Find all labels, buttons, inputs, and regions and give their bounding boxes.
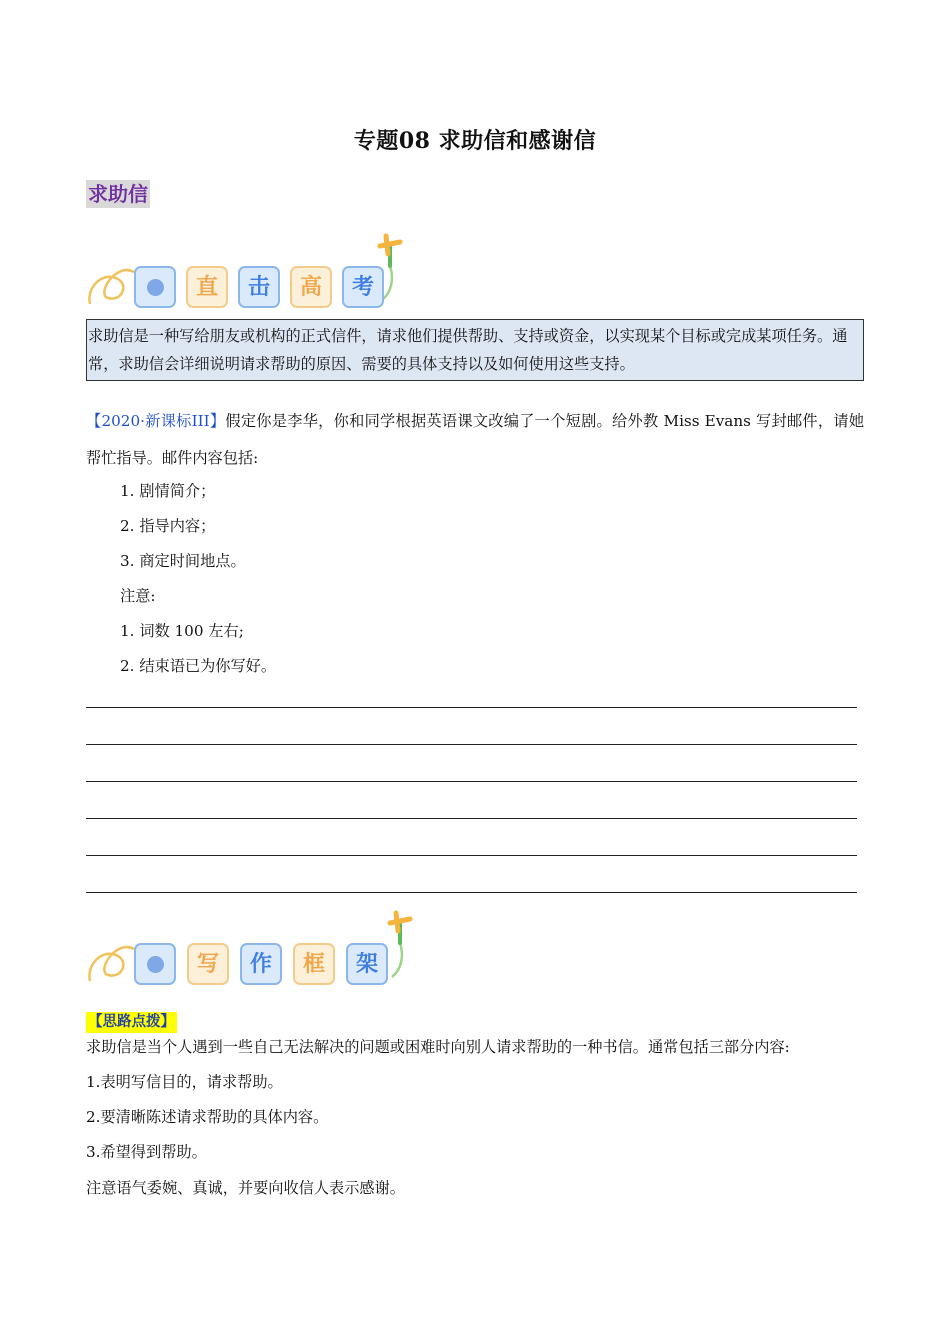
answer-line[interactable]	[86, 781, 857, 782]
definition-box: 求助信是一种写给朋友或机构的正式信件，请求他们提供帮助、支持或资金，以实现某个目标或完成某项任务。通常，求助信会详细说明请求帮助的原因、需要的具体支持以及如何使用这些支持。	[86, 319, 864, 381]
exam-source-tag: 【2020·新课标III】	[86, 412, 226, 430]
banner-zhiji-gaokao	[86, 232, 426, 312]
note-item: 1. 词数 100 左右;	[120, 622, 244, 640]
tips-step: 1.表明写信目的，请求帮助。	[86, 1073, 283, 1091]
banner-dot-tile	[134, 943, 176, 985]
banner-tile: 击	[238, 266, 280, 308]
task-prompt	[86, 403, 864, 477]
tips-closing: 注意语气委婉、真诚，并要向收信人表示感谢。	[86, 1179, 405, 1197]
tips-tag: 【思路点拨】	[86, 1012, 177, 1033]
page-title: 专题08 求助信和感谢信	[353, 128, 597, 154]
circle-icon	[147, 279, 164, 296]
content-point: 2. 指导内容；	[120, 517, 216, 535]
content-point: 1. 剧情简介；	[120, 482, 216, 500]
answer-line[interactable]	[86, 818, 857, 819]
note-label: 注意:	[120, 587, 156, 605]
banner-dot-tile	[134, 266, 176, 308]
answer-line[interactable]	[86, 707, 857, 708]
banner-tile: 框	[293, 943, 335, 985]
circle-icon	[147, 956, 164, 973]
banner-tile: 作	[240, 943, 282, 985]
content-point: 3. 商定时间地点。	[120, 552, 246, 570]
section-heading: 求助信	[88, 182, 148, 206]
tips-step: 2.要清晰陈述请求帮助的具体内容。	[86, 1108, 329, 1126]
banner-tile: 写	[187, 943, 229, 985]
banner-tile: 架	[346, 943, 388, 985]
banner-tile: 考	[342, 266, 384, 308]
banner-xiezuo-kuangjia	[86, 909, 426, 989]
banner-tile: 直	[186, 266, 228, 308]
note-item: 2. 结束语已为你写好。	[120, 657, 277, 675]
answer-line[interactable]	[86, 892, 857, 893]
banner-tile: 高	[290, 266, 332, 308]
tips-intro: 求助信是当个人遇到一些自己无法解决的问题或困难时向别人请求帮助的一种书信。通常包括三部分内容:	[86, 1038, 790, 1056]
answer-line[interactable]	[86, 855, 857, 856]
task-prompt-text: 假定你是李华，你和同学根据英语课文改编了一个短剧。给外教 Miss Evans 写封邮件，请她帮忙指导。邮件内容包括:	[86, 412, 865, 467]
tips-step: 3.希望得到帮助。	[86, 1143, 207, 1161]
answer-line[interactable]	[86, 744, 857, 745]
